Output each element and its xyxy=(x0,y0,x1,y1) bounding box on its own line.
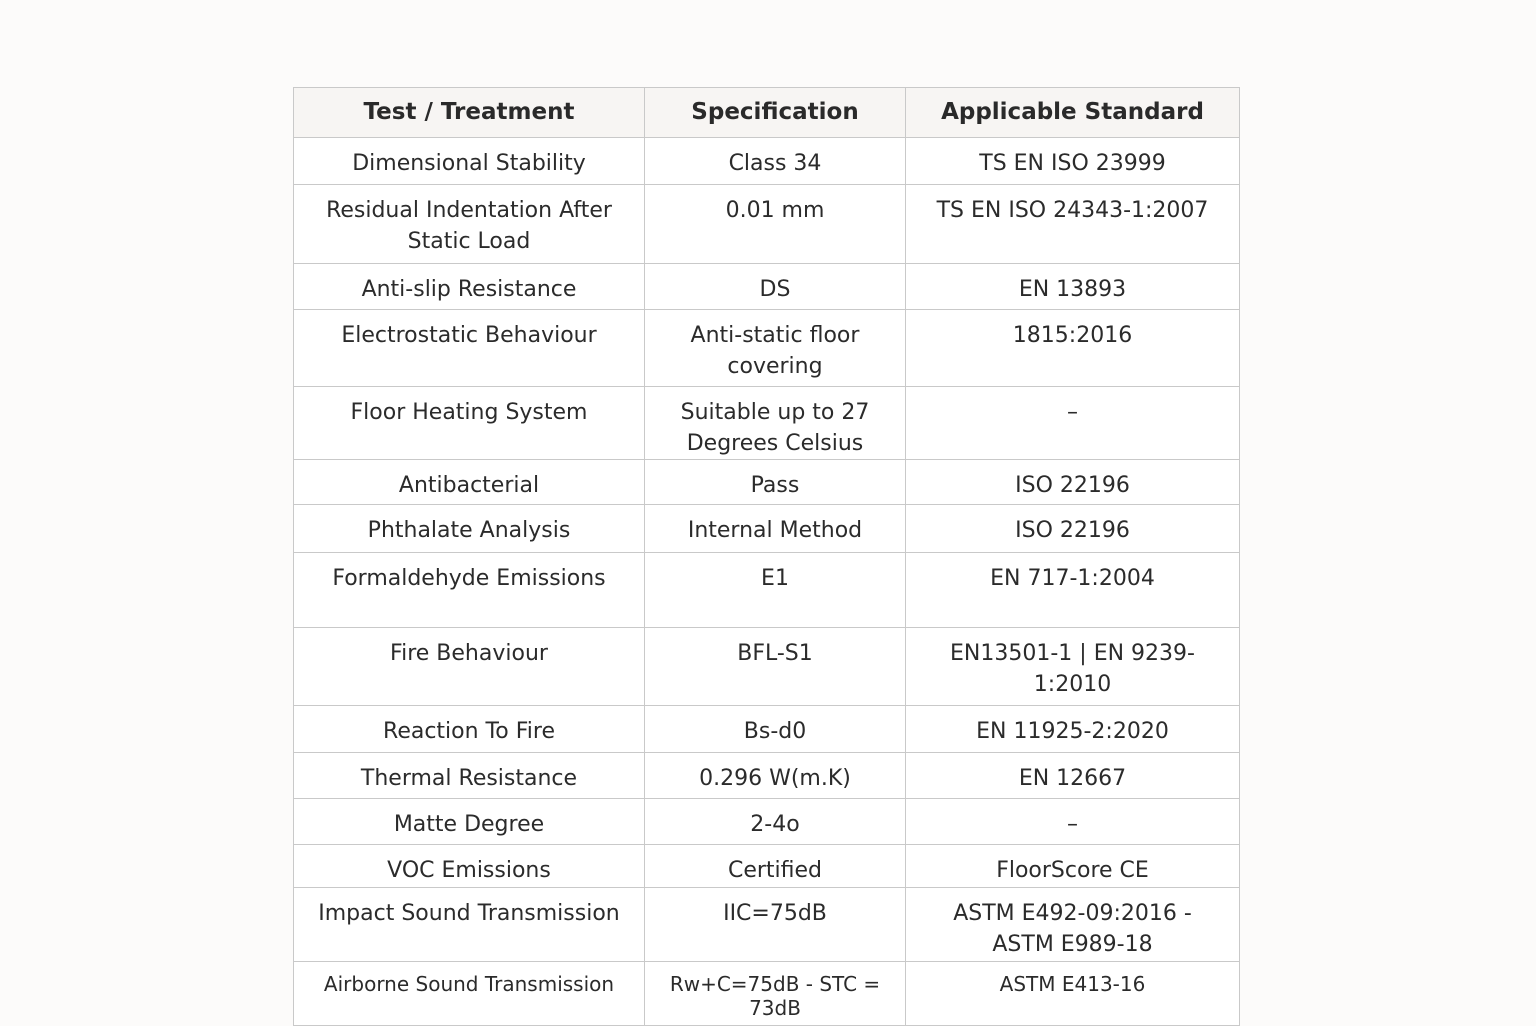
table-row xyxy=(294,185,1240,264)
cell-spec: Class 34 xyxy=(645,138,906,185)
cell-standard: EN 717-1:2004 xyxy=(906,553,1240,628)
table-header-row xyxy=(294,88,1240,138)
cell-spec: 2-4o xyxy=(645,799,906,845)
cell-spec: 0.296 W(m.K) xyxy=(645,753,906,799)
cell-test: Fire Behaviour xyxy=(294,628,645,706)
cell-standard: TS EN ISO 24343-1:2007 xyxy=(906,185,1240,264)
cell-standard: – xyxy=(906,387,1240,460)
table-row xyxy=(294,505,1240,553)
cell-test: Formaldehyde Emissions xyxy=(294,553,645,628)
cell-test: Thermal Resistance xyxy=(294,753,645,799)
cell-test: Antibacterial xyxy=(294,460,645,505)
cell-spec: BFL-S1 xyxy=(645,628,906,706)
table-row xyxy=(294,962,1240,1026)
specification-table xyxy=(293,87,1240,1026)
cell-spec: IIC=75dB xyxy=(645,888,906,962)
cell-standard: 1815:2016 xyxy=(906,310,1240,387)
header-test-treatment: Test / Treatment xyxy=(294,88,645,138)
cell-spec: Anti-static floor covering xyxy=(645,310,906,387)
cell-standard: TS EN ISO 23999 xyxy=(906,138,1240,185)
cell-standard: EN 12667 xyxy=(906,753,1240,799)
table-row xyxy=(294,553,1240,628)
cell-test: VOC Emissions xyxy=(294,845,645,888)
table-row xyxy=(294,460,1240,505)
cell-standard: ISO 22196 xyxy=(906,460,1240,505)
table-row xyxy=(294,888,1240,962)
cell-standard: EN13501-1 | EN 9239-1:2010 xyxy=(906,628,1240,706)
table-row xyxy=(294,138,1240,185)
cell-spec: DS xyxy=(645,264,906,310)
cell-spec: Internal Method xyxy=(645,505,906,553)
cell-spec: 0.01 mm xyxy=(645,185,906,264)
cell-spec: Certified xyxy=(645,845,906,888)
table-row xyxy=(294,264,1240,310)
cell-spec: Pass xyxy=(645,460,906,505)
cell-test: Impact Sound Transmission xyxy=(294,888,645,962)
cell-spec: Bs-d0 xyxy=(645,706,906,753)
table-row xyxy=(294,387,1240,460)
table-row xyxy=(294,628,1240,706)
table-row xyxy=(294,845,1240,888)
cell-standard: – xyxy=(906,799,1240,845)
cell-standard: ASTM E413-16 xyxy=(906,962,1240,1026)
cell-test: Phthalate Analysis xyxy=(294,505,645,553)
cell-standard: EN 11925-2:2020 xyxy=(906,706,1240,753)
cell-standard: EN 13893 xyxy=(906,264,1240,310)
table-row xyxy=(294,310,1240,387)
table-row xyxy=(294,706,1240,753)
header-specification: Specification xyxy=(645,88,906,138)
table-row xyxy=(294,799,1240,845)
cell-spec: E1 xyxy=(645,553,906,628)
cell-test: Dimensional Stability xyxy=(294,138,645,185)
cell-test: Airborne Sound Transmission xyxy=(294,962,645,1026)
cell-spec: Suitable up to 27 Degrees Celsius xyxy=(645,387,906,460)
header-applicable-standard: Applicable Standard xyxy=(906,88,1240,138)
cell-standard: FloorScore CE xyxy=(906,845,1240,888)
cell-test: Reaction To Fire xyxy=(294,706,645,753)
cell-test: Residual Indentation After Static Load xyxy=(294,185,645,264)
cell-test: Floor Heating System xyxy=(294,387,645,460)
cell-standard: ISO 22196 xyxy=(906,505,1240,553)
cell-test: Matte Degree xyxy=(294,799,645,845)
cell-test: Anti-slip Resistance xyxy=(294,264,645,310)
cell-spec: Rw+C=75dB - STC = 73dB xyxy=(645,962,906,1026)
cell-test: Electrostatic Behaviour xyxy=(294,310,645,387)
table-row xyxy=(294,753,1240,799)
cell-standard: ASTM E492-09:2016 - ASTM E989-18 xyxy=(906,888,1240,962)
